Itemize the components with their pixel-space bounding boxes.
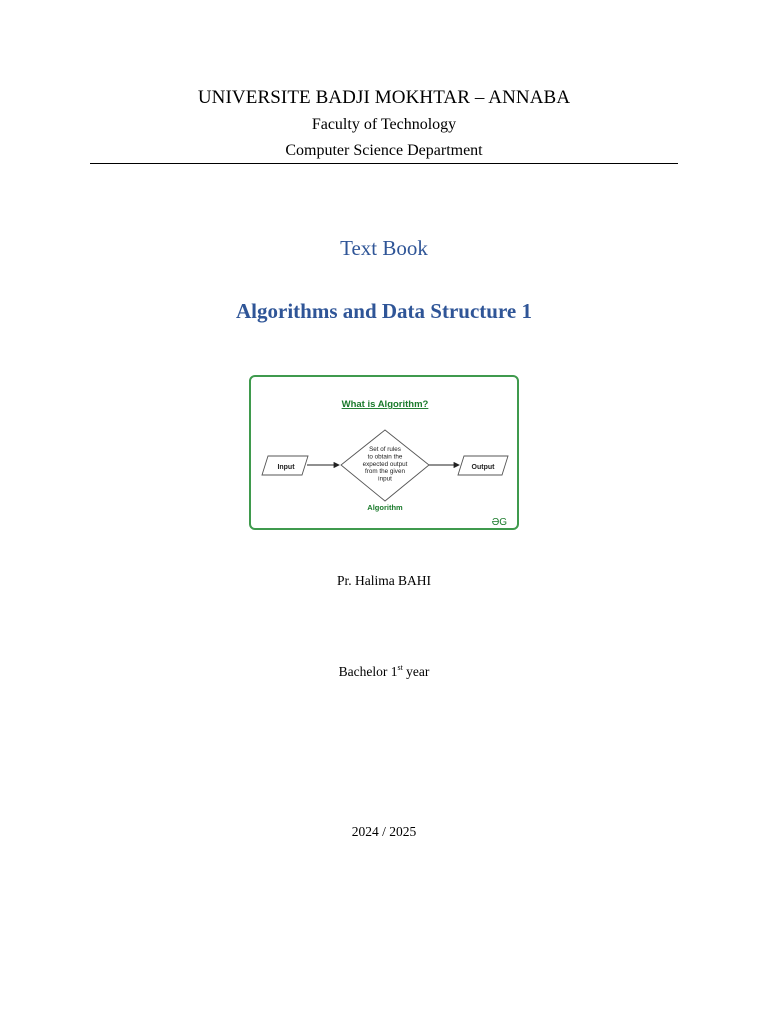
document-title: Algorithms and Data Structure 1 [236,299,532,323]
figure-heading: What is Algorithm? [341,399,429,410]
algorithm-diagram [251,377,517,528]
level-suffix: year [402,664,430,679]
study-level [0,664,768,680]
output-label: Output [471,464,495,471]
level-prefix: Bachelor 1 [338,664,398,679]
author-name: Pr. Halima BAHI [336,573,432,588]
process-text-line: expected output [362,460,408,468]
process-text-line: input [378,475,392,483]
algorithm-figure [249,375,519,530]
academic-year: 2024 / 2025 [351,824,417,839]
process-text-line: to obtain the [367,453,403,461]
document-type: Text Book [340,236,428,260]
process-text-line: Set of rules [369,446,401,453]
university-name: UNIVERSITE BADJI MOKHTAR – ANNABA [197,87,571,108]
input-label: Input [277,464,295,471]
level-superscript: st [397,663,403,672]
header-divider [90,163,678,164]
faculty-name: Faculty of Technology [311,116,457,133]
process-text-line: from the given [365,468,405,476]
algorithm-label: Algorithm [367,503,403,512]
gfg-logo-icon: ƏG [491,517,507,528]
department-name: Computer Science Department [285,142,483,159]
